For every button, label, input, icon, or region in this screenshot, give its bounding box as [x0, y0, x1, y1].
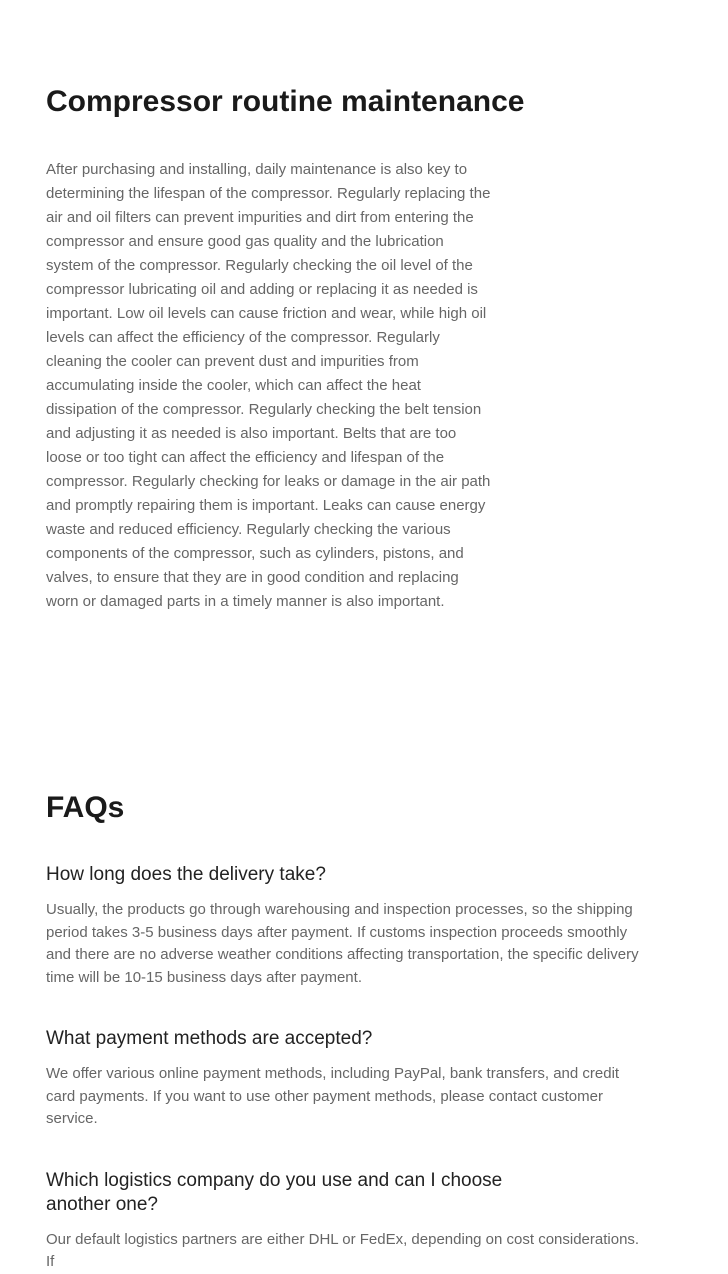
- faqs-heading: FAQs: [46, 791, 125, 824]
- faq-question: What payment methods are accepted?: [46, 1028, 373, 1049]
- page-title: Compressor routine maintenance: [46, 85, 525, 118]
- faq-item: [46, 1169, 682, 1274]
- faq-answer: Usually, the products go through warehousing and inspection processes, so the shipping period takes 3-5 business days after payment. If customs inspection proceeds smoothly and there are no adverse weather conditions affecting transportation, the specific delivery time will be 10-15 business days after payment.: [46, 901, 639, 986]
- faq-answer: We offer various online payment methods, including PayPal, bank transfers, and credit card payments. If you want to use other payment methods, please contact customer service.: [46, 1065, 620, 1127]
- faq-item: [46, 863, 682, 989]
- faq-item: [46, 1027, 682, 1131]
- faq-question: Which logistics company do you use and can I choose another one?: [46, 1169, 503, 1215]
- faq-answer: Our default logistics partners are either DHL or FedEx, depending on cost considerations. If: [46, 1230, 640, 1270]
- faq-question: How long does the delivery take?: [46, 864, 326, 885]
- article-body-paragraph: After purchasing and installing, daily maintenance is also key to determining the lifespan of the compressor. Regularly replacing the air and oil filters can prevent impurities and dirt from entering the compressor and ensure good gas quality and the lubrication system of the compressor. Regularly checking the oil level of the compressor lubricating oil and adding or replacing it as needed is important. Low oil levels can cause friction and wear, while high oil levels can affect the efficiency of the compressor. Regularly cleaning the cooler can prevent dust and impurities from accumulating inside the cooler, which can affect the heat dissipation of the compressor. Regularly checking the belt tension and adjusting it as needed is also important. Belts that are too loose or too tight can affect the efficiency and lifespan of the compressor. Regularly checking for leaks or damage in the air path and promptly repairing them is important. Leaks can cause energy waste and reduced efficiency. Regularly checking the various components of the compressor, such as cylinders, pistons, and valves, to ensure that they are in good condition and replacing worn or damaged parts in a timely manner is also important.: [46, 161, 491, 610]
